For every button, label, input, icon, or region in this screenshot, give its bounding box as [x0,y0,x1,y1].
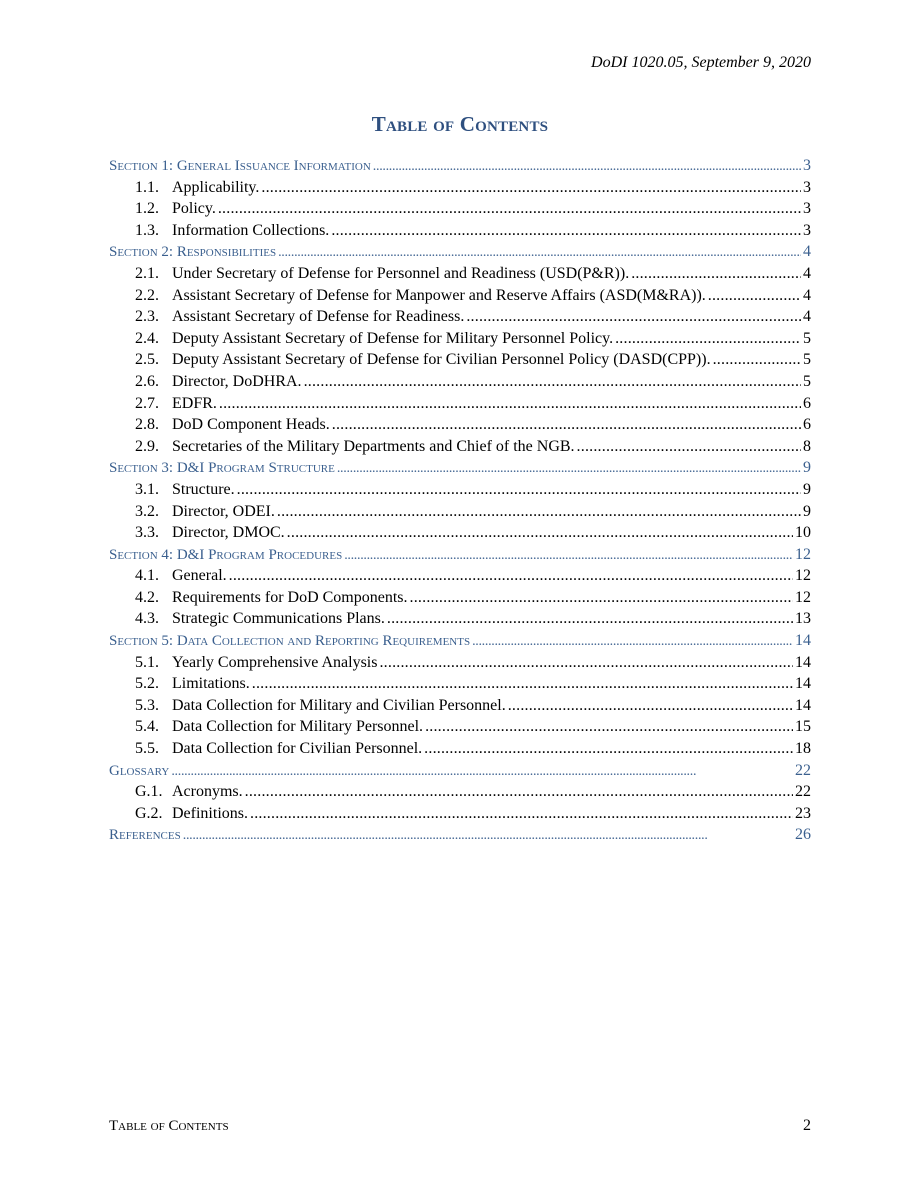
toc-page-number: 18 [795,740,811,758]
page-title-text: Table of Contents [371,112,549,136]
toc-item-link[interactable] [109,524,811,546]
toc-page-number: 9 [803,480,811,498]
dot-leader [373,159,801,175]
toc-item-link[interactable] [109,805,811,827]
toc-section-link[interactable] [109,762,811,784]
toc-page-number: 5 [803,372,811,390]
toc-item-text: Data Collection for Military and Civilian Personnel. [172,696,506,714]
toc-item-number: 4.1. [135,567,159,585]
toc-item-link[interactable] [109,718,811,740]
dot-leader [278,245,801,261]
toc-item-number: 3.3. [135,524,159,542]
toc-item-link[interactable] [109,675,811,697]
dot-leader [466,308,801,326]
toc-item-number: 3.1. [135,480,159,498]
toc-page-number: 22 [795,761,811,779]
toc-item-link[interactable] [109,330,811,352]
toc-item-number: G.1. [135,783,163,801]
toc-item-link[interactable] [109,200,811,222]
toc-item-text: Data Collection for Civilian Personnel. [172,740,423,758]
toc-page-number: 9 [803,502,811,520]
dot-leader [708,287,801,305]
toc-item-text: Assistant Secretary of Defense for Readiness. [172,308,465,326]
running-header: DoDI 1020.05, September 9, 2020 [591,54,811,71]
dot-leader [331,222,801,240]
toc-section-label: Section 5: Data Collection and Reporting Requirements [109,633,471,650]
toc-item-number: 3.2. [135,502,159,520]
toc-item-number: 2.7. [135,394,159,412]
toc-item-number: 2.1. [135,264,159,282]
dot-leader [424,740,793,758]
toc-item-text: Director, DMOC. [172,524,285,542]
toc-item-label [135,675,250,693]
dot-leader [332,416,801,434]
toc-item-number: 1.2. [135,200,159,218]
dot-leader [472,634,793,650]
toc-item-label [135,416,330,434]
toc-item-text: Structure. [172,480,235,498]
dot-leader [277,503,801,521]
toc-item-label [135,610,385,628]
dot-leader [261,179,801,197]
toc-section-label: Section 1: General Issuance Information [109,158,371,174]
dot-leader [218,200,801,218]
toc-item-label [135,222,329,240]
toc-item-link[interactable] [109,395,811,417]
toc-item-number: 2.4. [135,329,159,347]
toc-item-link[interactable] [109,783,811,805]
toc-item-label [135,524,285,542]
toc-item-link[interactable] [109,610,811,632]
toc-item-number: 5.1. [135,653,159,671]
dot-leader [577,438,801,456]
toc-item-number: 2.8. [135,416,159,434]
toc-item-text: Strategic Communications Plans. [172,610,385,628]
toc-section-link[interactable] [109,826,811,848]
toc-page-number: 9 [803,459,811,477]
dot-leader [344,548,793,564]
dot-leader [337,461,801,477]
toc-page-number: 14 [795,675,811,693]
footer-page-number: 2 [803,1117,811,1134]
toc-item-text: DoD Component Heads. [172,416,330,434]
toc-item-text: Secretaries of the Military Departments and Chief of the NGB. [172,437,575,455]
toc-section-label: References [109,827,181,844]
toc-section-link[interactable] [109,243,811,265]
toc-item-text: Limitations. [172,675,250,693]
table-of-contents [109,157,811,848]
footer-section-title [109,1118,229,1135]
toc-item-number: 2.5. [135,351,159,369]
toc-page-number: 4 [803,308,811,326]
toc-page-number: 14 [795,696,811,714]
toc-section-label: Glossary [109,762,170,779]
toc-item-number: 2.6. [135,372,159,390]
toc-item-number: 4.2. [135,588,159,606]
toc-item-link[interactable] [109,222,811,244]
toc-page-number: 3 [803,200,811,218]
dot-leader [304,373,801,391]
dot-leader [508,697,793,715]
toc-item-label [135,740,422,758]
toc-item-text: Deputy Assistant Secretary of Defense for Civilian Personnel Policy (DASD(CPP)). [172,351,711,369]
toc-section-link[interactable] [109,157,811,179]
toc-section-label: Section 3: D&I Program Structure [109,460,335,477]
toc-page-number: 13 [795,610,811,628]
toc-page-number: 4 [803,286,811,304]
toc-item-link[interactable] [109,265,811,287]
toc-item-label [135,395,217,413]
toc-item-text: Director, DoDHRA. [172,372,302,390]
toc-item-number: 4.3. [135,610,159,628]
dot-leader [631,265,801,283]
toc-item-number: 1.3. [135,221,159,239]
toc-item-text: EDFR. [172,394,217,412]
toc-item-number: 2.9. [135,437,159,455]
toc-page-number: 6 [803,394,811,412]
toc-page-number: 3 [803,221,811,239]
dot-leader [237,481,801,499]
toc-item-link[interactable] [109,503,811,525]
toc-item-label [135,200,216,218]
footer-section-text: Table of Contents [109,1118,229,1134]
toc-item-text: Deputy Assistant Secretary of Defense for Military Personnel Policy. [172,329,614,347]
toc-item-link[interactable] [109,179,811,201]
toc-item-text: Yearly Comprehensive Analysis [172,653,378,671]
toc-page-number: 12 [795,588,811,606]
toc-item-text: Requirements for DoD Components. [172,588,408,606]
toc-item-label [135,481,235,499]
toc-item-number: 2.2. [135,286,159,304]
toc-item-link[interactable] [109,697,811,719]
toc-item-label [135,373,302,391]
toc-item-label [135,654,377,672]
toc-section-link[interactable] [109,546,811,568]
toc-item-link[interactable] [109,481,811,503]
toc-page-number: 23 [795,804,811,822]
toc-page-number: 15 [795,718,811,736]
dot-leader [410,589,793,607]
toc-page-number: 12 [795,545,811,563]
toc-section-label: Section 2: Responsibilities [109,244,277,261]
toc-item-number: 5.4. [135,718,159,736]
dot-leader [615,330,801,348]
toc-item-label [135,438,575,456]
toc-page-number: 3 [803,178,811,196]
toc-item-link[interactable] [109,589,811,611]
toc-item-label [135,503,275,521]
toc-item-label [135,179,259,197]
toc-page-number: 10 [795,524,811,542]
toc-item-link[interactable] [109,287,811,309]
toc-section-link[interactable] [109,632,811,654]
toc-item-link[interactable] [109,351,811,373]
toc-item-link[interactable] [109,438,811,460]
toc-section-link[interactable] [109,459,811,481]
toc-item-number: 5.3. [135,696,159,714]
toc-item-label [135,287,706,305]
toc-item-label [135,330,613,348]
toc-page-number: 14 [795,632,811,650]
dot-leader [425,718,793,736]
dot-leader [219,395,801,413]
toc-item-text: Applicability. [172,178,260,196]
toc-item-link[interactable] [109,416,811,438]
dot-leader [171,764,793,780]
toc-page-number: 22 [795,783,811,801]
toc-item-label [135,265,629,283]
toc-section-label: Section 4: D&I Program Procedures [109,546,343,563]
toc-item-label [135,308,464,326]
dot-leader [287,524,793,542]
toc-item-link[interactable] [109,654,811,676]
dot-leader [250,805,793,823]
toc-page-number: 5 [803,351,811,369]
toc-page-number: 4 [803,264,811,282]
toc-item-label [135,697,506,715]
toc-page-number: 8 [803,437,811,455]
toc-item-label [135,783,243,801]
toc-item-link[interactable] [109,740,811,762]
toc-item-number: 1.1. [135,178,159,196]
dot-leader [713,351,801,369]
toc-item-label [135,718,423,736]
toc-page-number: 14 [795,653,811,671]
toc-item-text: General. [172,567,227,585]
toc-item-label [135,567,227,585]
page-title [0,112,920,137]
dot-leader [379,654,793,672]
toc-item-number: 5.5. [135,740,159,758]
dot-leader [245,783,793,801]
toc-page-number: 12 [795,567,811,585]
toc-item-number: 5.2. [135,675,159,693]
dot-leader [252,675,793,693]
toc-item-label [135,351,711,369]
toc-page-number: 4 [803,243,811,261]
toc-item-number: 2.3. [135,308,159,326]
toc-item-text: Assistant Secretary of Defense for Manpower and Reserve Affairs (ASD(M&RA)). [172,286,706,304]
toc-page-number: 3 [803,157,811,174]
toc-item-link[interactable] [109,373,811,395]
toc-item-label [135,589,408,607]
toc-page-number: 6 [803,416,811,434]
toc-item-text: Definitions. [172,804,248,822]
toc-item-text: Under Secretary of Defense for Personnel and Readiness (USD(P&R)). [172,264,630,282]
toc-item-text: Acronyms. [172,783,243,801]
toc-item-link[interactable] [109,308,811,330]
dot-leader [387,610,793,628]
toc-item-text: Information Collections. [172,221,330,239]
toc-page-number: 5 [803,329,811,347]
dot-leader [229,567,793,585]
toc-item-text: Data Collection for Military Personnel. [172,718,424,736]
toc-item-number: G.2. [135,804,163,822]
toc-page-number: 26 [795,826,811,844]
toc-item-text: Director, ODEI. [172,502,275,520]
toc-item-text: Policy. [172,200,216,218]
dot-leader [183,828,793,844]
toc-item-link[interactable] [109,567,811,589]
toc-item-label [135,805,248,823]
